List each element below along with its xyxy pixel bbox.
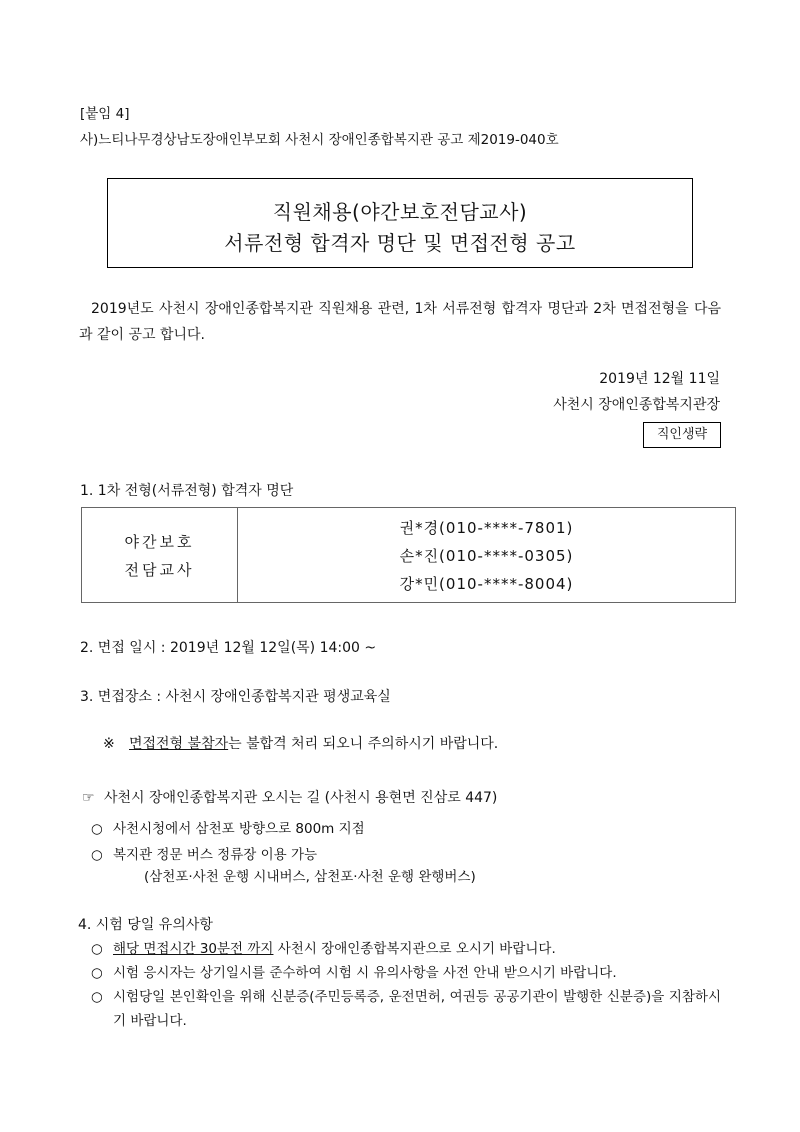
reference-mark-icon: ※ bbox=[103, 736, 115, 752]
position-cell bbox=[82, 528, 237, 584]
caution-item bbox=[91, 985, 721, 1033]
title-box bbox=[107, 178, 693, 268]
caution-item bbox=[91, 961, 617, 981]
caution-item-text: 사천시 장애인종합복지관으로 오시기 바랍니다. bbox=[273, 941, 556, 957]
section4-heading: 4. 시험 당일 유의사항 bbox=[78, 917, 213, 933]
circle-bullet-icon: ○ bbox=[91, 821, 103, 837]
directions-item-sub: (삼천포·사천 운행 시내버스, 삼천포·사천 운행 완행버스) bbox=[144, 869, 476, 885]
absence-notice-rest: 는 불합격 처리 되오니 주의하시기 바랍니다. bbox=[228, 736, 499, 752]
passers-cell bbox=[238, 514, 735, 598]
seal-box: 직인생략 bbox=[643, 422, 721, 448]
issuer-name: 사천시 장애인종합복지관장 bbox=[553, 397, 720, 413]
directions-item bbox=[91, 817, 365, 837]
position-line-2: 전담교사 bbox=[124, 561, 195, 579]
absence-notice-underlined: 면접전형 불참자 bbox=[129, 736, 229, 752]
caution-item-text: 시험당일 본인확인을 위해 신분증(주민등록증, 운전면허, 여권등 공공기관이 발행한 신분증)을 지참하시기 바랍니다. bbox=[113, 989, 721, 1029]
section3-interview-place: 3. 면접장소 : 사천시 장애인종합복지관 평생교육실 bbox=[80, 689, 391, 705]
directions-item bbox=[91, 843, 317, 863]
position-line-1: 야간보호 bbox=[124, 533, 195, 551]
circle-bullet-icon: ○ bbox=[91, 941, 103, 957]
absence-notice bbox=[103, 733, 498, 753]
issue-date: 2019년 12월 11일 bbox=[599, 371, 720, 387]
intro-paragraph bbox=[79, 296, 721, 348]
caution-item bbox=[91, 937, 556, 957]
directions-heading bbox=[82, 787, 497, 807]
circle-bullet-icon: ○ bbox=[91, 965, 103, 981]
directions-item-text: 복지관 정문 버스 정류장 이용 가능 bbox=[113, 847, 318, 863]
title-line-1: 직원채용(야간보호전담교사) bbox=[272, 200, 528, 224]
attachment-label: [붙임 4] bbox=[80, 106, 130, 122]
passers-table bbox=[81, 507, 736, 603]
caution-item-underlined: 해당 면접시간 30분전 까지 bbox=[113, 941, 274, 957]
circle-bullet-icon: ○ bbox=[91, 989, 103, 1005]
circle-bullet-icon: ○ bbox=[91, 847, 103, 863]
section1-heading: 1. 1차 전형(서류전형) 합격자 명단 bbox=[80, 483, 294, 499]
notice-number: 사)느티나무경상남도장애인부모회 사천시 장애인종합복지관 공고 제2019-040호 bbox=[80, 132, 559, 148]
passer-item: 권*경(010-****-7801) bbox=[399, 519, 574, 537]
directions-item-text: 사천시청에서 삼천포 방향으로 800m 지점 bbox=[113, 821, 365, 837]
intro-text: 2019년도 사천시 장애인종합복지관 직원채용 관련, 1차 서류전형 합격자 명단과 2차 면접전형을 다음과 같이 공고 합니다. bbox=[79, 301, 721, 343]
pointing-hand-icon: ☞ bbox=[82, 790, 95, 806]
section2-interview-datetime: 2. 면접 일시 : 2019년 12월 12일(목) 14:00 ~ bbox=[80, 640, 377, 656]
title-line-2: 서류전형 합격자 명단 및 면접전형 공고 bbox=[224, 231, 576, 255]
passer-item: 손*진(010-****-0305) bbox=[399, 547, 574, 565]
caution-item-text: 시험 응시자는 상기일시를 준수하여 시험 시 유의사항을 사전 안내 받으시기 바랍니다. bbox=[113, 965, 617, 981]
passer-item: 강*민(010-****-8004) bbox=[399, 575, 574, 593]
directions-heading-text: 사천시 장애인종합복지관 오시는 길 (사천시 용현면 진삼로 447) bbox=[104, 790, 498, 806]
